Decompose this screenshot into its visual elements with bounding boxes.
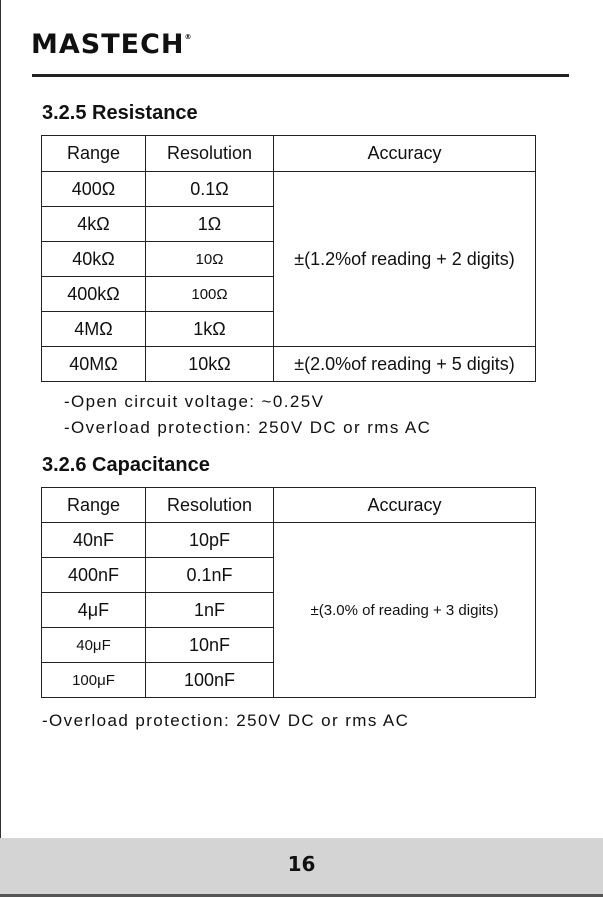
accuracy-cell: ±(1.2%of reading + 2 digits) xyxy=(274,172,536,347)
range-cell: 40MΩ xyxy=(42,347,146,382)
open-circuit-note: -Open circuit voltage: ~0.25V xyxy=(64,392,325,411)
table-row xyxy=(42,523,536,558)
table-row xyxy=(42,347,536,382)
resolution-cell: 10Ω xyxy=(146,242,274,277)
registered-mark: ® xyxy=(184,33,192,41)
range-cell: 400Ω xyxy=(42,172,146,207)
column-header-range: Range xyxy=(42,488,146,523)
resolution-cell: 1nF xyxy=(146,593,274,628)
range-cell: 40μF xyxy=(42,628,146,663)
brand-name: MASTECH xyxy=(31,29,185,60)
range-cell: 40kΩ xyxy=(42,242,146,277)
column-header-resolution: Resolution xyxy=(146,136,274,172)
column-header-resolution: Resolution xyxy=(146,488,274,523)
table-header-row xyxy=(42,136,536,172)
resolution-cell: 0.1Ω xyxy=(146,172,274,207)
page-edge xyxy=(0,0,1,897)
range-cell: 400kΩ xyxy=(42,277,146,312)
range-cell: 100μF xyxy=(42,663,146,698)
resolution-cell: 10nF xyxy=(146,628,274,663)
capacitance-overload-note: -Overload protection: 250V DC or rms AC xyxy=(42,711,410,730)
table-row xyxy=(42,172,536,207)
resolution-cell: 10pF xyxy=(146,523,274,558)
range-cell: 40nF xyxy=(42,523,146,558)
capacitance-title: 3.2.6 Capacitance xyxy=(42,454,210,476)
page-number: 16 xyxy=(287,852,316,876)
column-header-accuracy: Accuracy xyxy=(274,136,536,172)
resolution-cell: 100Ω xyxy=(146,277,274,312)
resolution-cell: 1kΩ xyxy=(146,312,274,347)
range-cell: 4kΩ xyxy=(42,207,146,242)
capacitance-table xyxy=(41,487,536,698)
table-header-row xyxy=(42,488,536,523)
brand-logo xyxy=(31,29,191,60)
accuracy-cell: ±(3.0% of reading + 3 digits) xyxy=(274,523,536,698)
resistance-table xyxy=(41,135,536,382)
resolution-cell: 10kΩ xyxy=(146,347,274,382)
range-cell: 4μF xyxy=(42,593,146,628)
resistance-overload-note: -Overload protection: 250V DC or rms AC xyxy=(64,418,432,437)
column-header-accuracy: Accuracy xyxy=(274,488,536,523)
resolution-cell: 0.1nF xyxy=(146,558,274,593)
resolution-cell: 100nF xyxy=(146,663,274,698)
resolution-cell: 1Ω xyxy=(146,207,274,242)
header-rule xyxy=(32,74,569,77)
resistance-title: 3.2.5 Resistance xyxy=(42,102,198,124)
range-cell: 400nF xyxy=(42,558,146,593)
column-header-range: Range xyxy=(42,136,146,172)
accuracy-cell: ±(2.0%of reading + 5 digits) xyxy=(274,347,536,382)
range-cell: 4MΩ xyxy=(42,312,146,347)
